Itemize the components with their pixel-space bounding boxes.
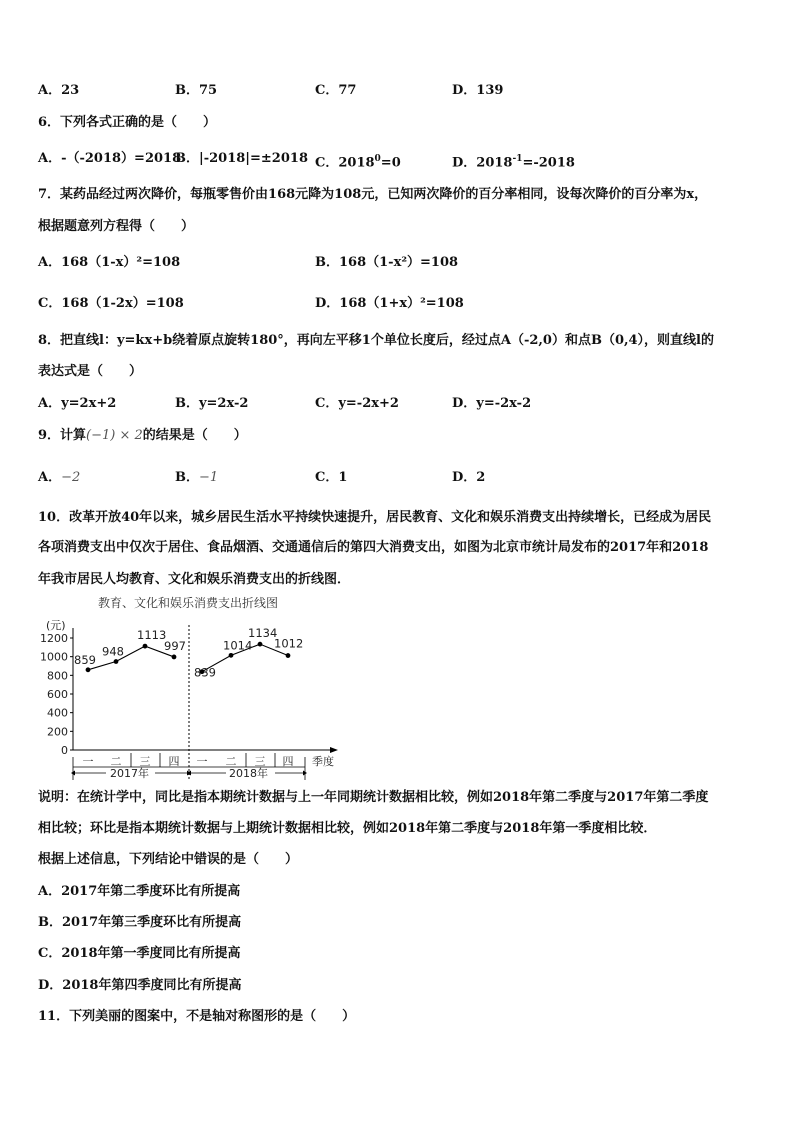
y-tick-label: 200 xyxy=(47,725,68,739)
q7-stem-line2: 根据题意列方程得（ ） xyxy=(38,219,195,234)
y-tick-label: 0 xyxy=(61,744,68,757)
q6-option-c-rest: =0 xyxy=(380,155,401,171)
group-label-2017: 2017年 xyxy=(110,767,149,780)
q10-option-b: B．2017年第三季度环比有所提高 xyxy=(38,915,242,930)
q9-option-a-label: A． xyxy=(38,470,62,485)
x-category-label: 二 xyxy=(110,755,122,768)
q5-option-d: D．139 xyxy=(452,83,504,98)
q8-option-d: D．y=-2x-2 xyxy=(452,396,532,411)
q6-option-d-base: D．2018 xyxy=(452,155,513,171)
q9-option-c: C．1 xyxy=(315,470,348,485)
data-label: 1113 xyxy=(137,628,167,643)
data-point xyxy=(143,644,148,649)
data-point xyxy=(229,653,234,658)
q8-stem-line2: 表达式是（ ） xyxy=(38,364,143,379)
q7-option-d: D．168（1+x）²=108 xyxy=(315,296,464,311)
q10-option-a: A．2017年第二季度环比有所提高 xyxy=(38,884,241,899)
q6-option-c-exponent: 0 xyxy=(374,154,381,164)
q6-option-b: B．|-2018|=±2018 xyxy=(175,151,308,166)
y-tick-label: 800 xyxy=(47,669,68,683)
data-label: 997 xyxy=(164,638,186,653)
q9-option-a-value: −2 xyxy=(61,470,81,485)
data-label: 1012 xyxy=(274,636,304,651)
q11-stem: 11．下列美丽的图案中，不是轴对称图形的是（ ） xyxy=(38,1009,356,1024)
q8-option-b: B．y=2x-2 xyxy=(175,396,249,411)
data-point xyxy=(258,642,263,647)
data-point xyxy=(286,653,291,658)
q5-option-c: C．77 xyxy=(315,83,357,98)
q10-stem-line1: 10．改革开放40年以来，城乡居民生活水平持续快速提升，居民教育、文化和娱乐消费支出持续增长，已经成为居民 xyxy=(38,510,712,525)
x-category-label: 四 xyxy=(168,755,180,768)
q7-option-c: C．168（1-2x）=108 xyxy=(38,296,184,311)
data-label: 1014 xyxy=(223,638,253,653)
q6-option-c xyxy=(315,150,401,172)
q8-stem-line1: 8．把直线l：y=kx+b绕着原点旋转180°，再向左平移1个单位长度后，经过点A（-2,0）和点B（0,4），则直线l的 xyxy=(38,333,714,348)
x-category-label: 二 xyxy=(225,755,237,768)
q6-option-d-exponent: -1 xyxy=(512,154,523,164)
q9-option-b-label: B． xyxy=(175,470,199,485)
y-axis-ticks xyxy=(40,632,73,757)
y-tick-label: 1000 xyxy=(40,650,68,664)
group-label-2018: 2018年 xyxy=(229,767,268,780)
x-category-label: 三 xyxy=(139,755,151,768)
q10-note-line1: 说明：在统计学中，同比是指本期统计数据与上一年同期统计数据相比较，例如2018年第二季度与2017年第二季度 xyxy=(38,790,709,805)
data-label: 948 xyxy=(102,644,124,659)
q10-option-c: C．2018年第一季度同比有所提高 xyxy=(38,946,241,961)
x-category-label: 一 xyxy=(82,755,94,768)
q6-option-a: A．-（-2018）=2018 xyxy=(38,151,182,166)
q8-option-c: C．y=-2x+2 xyxy=(315,396,399,411)
q9-option-b xyxy=(175,469,218,487)
q6-stem: 6．下列各式正确的是（ ） xyxy=(38,115,217,130)
data-label: 859 xyxy=(74,652,96,667)
q10-stem-line2: 各项消费支出中仅次于居住、食品烟酒、交通通信后的第四大消费支出，如图为北京市统计局发布的2017年和2018 xyxy=(38,540,709,555)
q7-stem-line1: 7．某药品经过两次降价，每瓶零售价由168元降为108元，已知两次降价的百分率相同，设每次降价的百分率为x， xyxy=(38,187,708,202)
y-tick-label: 600 xyxy=(47,688,68,701)
y-tick-label: 1200 xyxy=(40,632,68,645)
data-label: 1134 xyxy=(248,626,278,641)
q5-option-b: B．75 xyxy=(175,83,218,98)
q6-option-c-base: C．2018 xyxy=(315,155,375,171)
chart-title: 教育、文化和娱乐消费支出折线图 xyxy=(98,596,279,610)
q10-option-d: D．2018年第四季度同比有所提高 xyxy=(38,978,242,993)
q5-option-a: A．23 xyxy=(38,83,80,98)
q9-stem xyxy=(38,427,247,445)
q9-option-d: D．2 xyxy=(452,470,486,485)
x-category-label: 四 xyxy=(282,755,294,768)
q10-question: 根据上述信息，下列结论中错误的是（ ） xyxy=(38,852,299,867)
x-axis-label: 季度 xyxy=(312,755,334,768)
q9-option-b-value: −1 xyxy=(199,470,219,485)
q7-option-a: A．168（1-x）²=108 xyxy=(38,255,181,270)
y-axis-unit: (元) xyxy=(46,619,66,632)
q7-option-b: B．168（1-x²）=108 xyxy=(315,255,459,270)
q10-note-line2: 相比较；环比是指本期统计数据与上期统计数据相比较，例如2018年第二季度与2018年第一季度相比较． xyxy=(38,821,657,836)
x-axis-arrow xyxy=(330,747,338,753)
data-point xyxy=(114,659,119,664)
data-point xyxy=(86,667,91,672)
q9-option-a xyxy=(38,469,80,487)
q9-stem-prefix: 9．计算 xyxy=(38,428,87,443)
year-groups xyxy=(71,757,307,780)
x-category-label: 一 xyxy=(196,755,208,768)
q8-option-a: A．y=2x+2 xyxy=(38,396,117,411)
data-point xyxy=(172,655,177,660)
q10-stem-line3: 年我市居民人均教育、文化和娱乐消费支出的折线图． xyxy=(38,572,351,587)
q9-expression: (−1) × 2 xyxy=(86,428,143,443)
q6-option-d-rest: =-2018 xyxy=(522,155,575,171)
q9-stem-suffix: 的结果是（ ） xyxy=(142,428,247,443)
data-label: 839 xyxy=(194,665,216,680)
y-tick-label: 400 xyxy=(47,706,68,720)
consumption-line-chart xyxy=(30,595,360,780)
q6-option-d xyxy=(452,150,575,172)
x-category-label: 三 xyxy=(254,755,266,768)
series-line xyxy=(88,646,174,670)
